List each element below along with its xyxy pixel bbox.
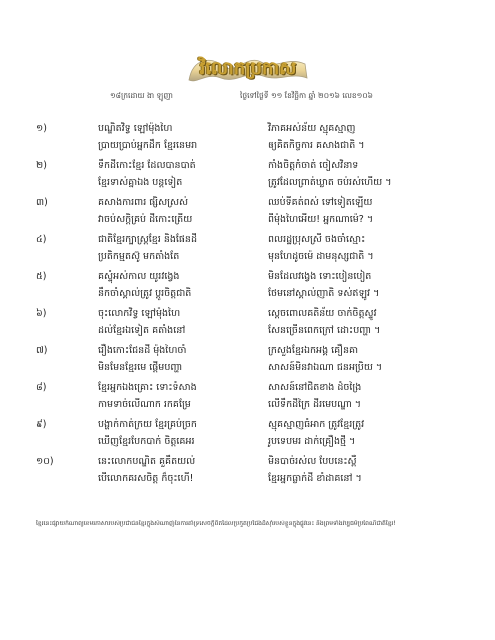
stanza-number: ១) [36, 123, 47, 134]
stanza-number: ៩) [36, 419, 47, 430]
verse-line: មិនដែលវង្វេង ទោះបៀនបៀត [268, 271, 372, 282]
verse-line: ពលរដ្ឋប្រុសស្រី ចងចាំស្មោះ [268, 234, 366, 245]
verse-line: នេះលោកបណ្ឌិត គួគឹតយល់ [98, 456, 196, 467]
stanza [36, 231, 466, 268]
footer-note: ខ្មែរនេះផ្សាយកំណាព្យខេមរភាសារបស់ប្រជាជនខ្មែរក្នុងសំណាញ់នៃការគាំទ្រសេចក្តីពិតដែលប្រកួតប្រជែងដ៏ស៊ាំរបស់ខ្លួនក្នុងផ្លូវនេះ និងព្រមទាំងវប្បធម៌ប្រពៃណីជាតិខ្មែរ! [36, 520, 396, 527]
verse-line: ប្រាយប្រាប់អ្នកដឹក ខ្មែរនេមរា [98, 140, 198, 151]
verse-line: បណ្ឌិតវិទ្វ ឡៅម៉ុងហៃ [98, 123, 173, 134]
stanza-number: ៣) [36, 197, 48, 208]
verse-line: ជាតិខ្មែរក្បាស្រ្តខ្មែរ និងផែនដី [98, 234, 197, 245]
stanza-number: ៦) [36, 308, 47, 319]
stanza [36, 305, 466, 342]
verse-line: ឈប់ទីគត់ពស់ ទៅទៀតឡើយ [268, 197, 373, 208]
stanza-number: ៥) [36, 271, 47, 282]
stanza [36, 379, 466, 416]
stanza [36, 194, 466, 231]
verse-line: ខ្មែរទាស់គ្នាឯង បន្តទៀត [98, 177, 183, 188]
verse-line: រូបទេបមរ ដាក់គ្រឿងថ្មី ។ [268, 436, 356, 447]
stanza-number: ៧) [36, 345, 48, 356]
verse-line: ខ្មែរអ្នកឯងគ្រោះ ទោះទំសាង [98, 382, 197, 393]
stanza-number: ១០) [36, 456, 54, 467]
verse-line: ចុះលោកវិទ្វ ឡៅម៉ុងហៃ [98, 308, 181, 319]
verse-line: បង្ហាក់កាត់ក្រយ ខ្មែរគ្រប់ច្រក [98, 419, 197, 430]
verse-line: ខ្មែរអ្នកធ្លាក់ដី ខាំដាគនៅ ។ [268, 473, 362, 484]
stanza [36, 453, 466, 490]
verse-line: ពីម៉ុងហៃអើយ! អ្នកណាម៉េ? ។ [268, 214, 374, 225]
verse-line: ត្រូវដែលព្រាត់ឃ្លាត ចប់រស់ហើយ ។ [268, 177, 392, 188]
verse-line: កាំងចិត្តកំចាត់ ចៀសវិនាទ [268, 160, 359, 171]
verse-line: រឿងកោះជែនដី ម៉ុងហៃចាំ [98, 345, 187, 356]
stanza-number: ៨) [36, 382, 47, 393]
date-line: ថ្ងៃទៅថ្ងៃទី ១១ ខែវិច្ឆិកា ឆ្នាំ ២០១៦ លេខ១០៦ [240, 91, 373, 100]
verse-line: គសាងការពារ ផ្សិសស្រស់ [98, 197, 189, 208]
title-banner [183, 52, 313, 86]
verse-line: លើទឹកដីក្រៃ ដីរមេបណ្ឌា ។ [268, 399, 362, 410]
verse-line: ស្តេចពោលគតិន័យ ចាក់ចិត្តស្ទូវ [268, 308, 377, 319]
stanza [36, 416, 466, 453]
stanza [36, 120, 466, 157]
verse-line: សាសន៍មិនវាឯណា ជនអប្រិយ ។ [268, 362, 383, 373]
verse-line: គស្ទុំអស់កាល យូរវង្វេង [98, 271, 180, 282]
verse-line: ក្រសួងខ្មែរឯកអង្គ គឿនគា [268, 345, 359, 356]
verse-line: មិនបាច់រស់ល បែបនេះស្ពឺ [268, 456, 357, 467]
verse-line: កាមទាច់លើណាក រកគម្រែ [98, 399, 191, 410]
verse-line: សាសន៍នៅជិតខាង ដំចង្រៃ [268, 382, 362, 393]
stanza [36, 157, 466, 194]
verse-line: ដល់ខ្មែរឯទៀត គតាំងនៅ [98, 325, 186, 336]
verse-line: វាចប់សក្តិគ្រប់ ដីកោះត្រើយ [98, 214, 193, 225]
stanza [36, 268, 466, 305]
page-title: វិលោកប្រកាស [199, 58, 297, 79]
verse-line: ថែមនៅស្គាល់ញាតិ ទស់ឥឡូវ ។ [268, 288, 380, 299]
verse-line: វិភាគអស់ន័យ ស្មុគស្មាញ [268, 123, 356, 134]
verse-line: ស្មុគស្មាញធំអាក ត្រូវខ្មែរត្រូវ [268, 419, 365, 430]
verse-line: ប្រតិកម្មតស៊ូ មកតាំងតែ [98, 251, 180, 262]
stanza [36, 342, 466, 379]
stanza-number: ៤) [36, 234, 47, 245]
verse-line: នឹកចាំស្គាល់ត្រូវ ប្តូរចិត្តជាតិ [98, 288, 192, 299]
byline: ១៨ក្រដោយ ងា ឡូញា [110, 91, 173, 100]
stanza-number: ២) [36, 160, 47, 171]
poem-body [36, 120, 466, 490]
verse-line: បើលោកគរសចិត្ត ក៏ចុះហើ! [98, 473, 194, 484]
verse-line: មុនហែដូចម៉េ ដាមនុស្សជាតិ ។ [268, 251, 374, 262]
verse-line: ទឹកដីកោះខ្មែរ ដែលបានបាត់ [98, 160, 196, 171]
verse-line: មិនមែនខ្មែរមេ ផ្តើមបញ្ហា [98, 362, 183, 373]
verse-line: ឃើញខ្មែរបែកបាក់ ចិត្តគេអរ [98, 436, 195, 447]
verse-line: សែនច្រើនពេកក្រៅ ដោះបញ្ហា ។ [268, 325, 381, 336]
verse-line: ឲ្យគិតកិច្ចការ គសាងជាតិ ។ [268, 140, 365, 151]
